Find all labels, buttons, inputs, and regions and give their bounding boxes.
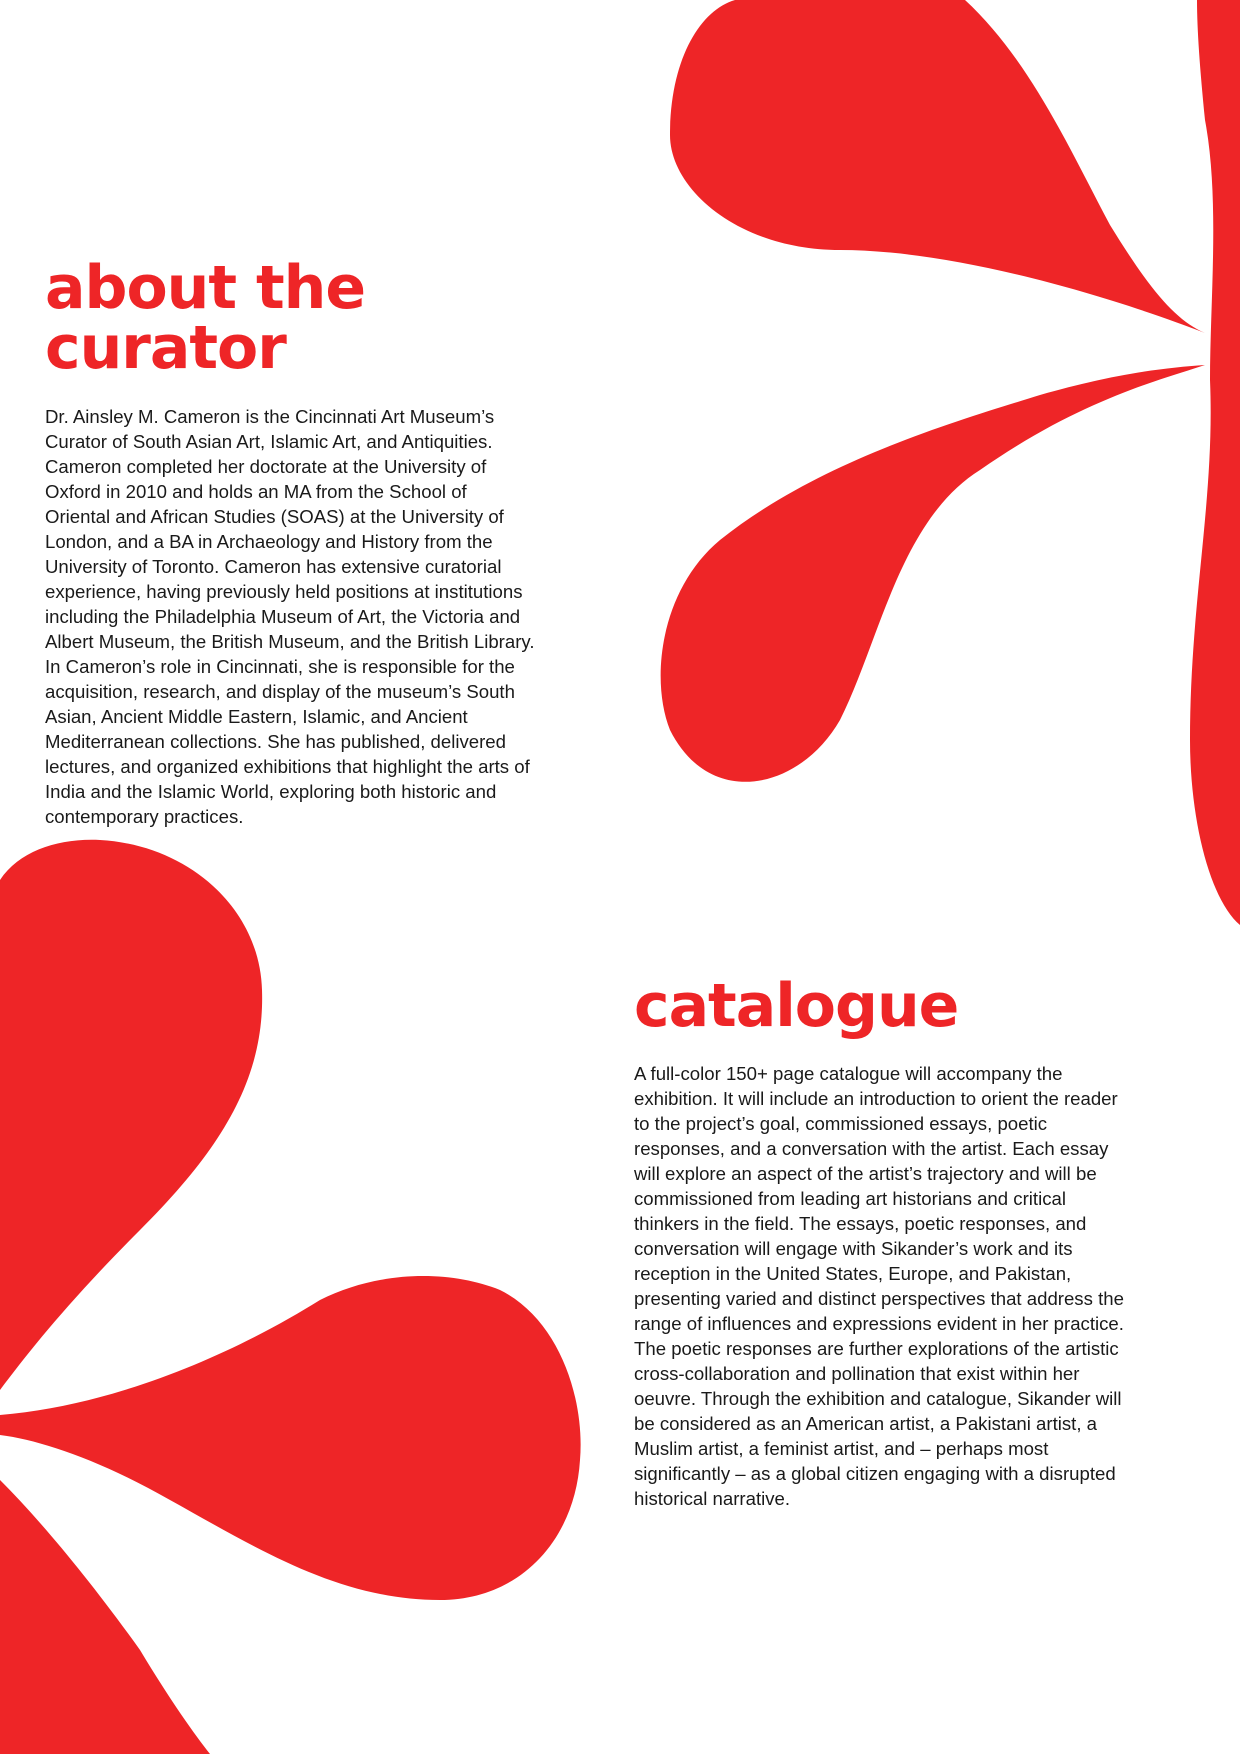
- petal-top-right-lower: [661, 365, 1205, 782]
- catalogue-heading: catalogue: [634, 971, 959, 1041]
- petal-top-right-stem: [1190, 0, 1240, 925]
- about-curator-section: [45, 253, 545, 829]
- catalogue-section: [634, 971, 1134, 1511]
- petal-bottom-left-lower: [0, 1480, 210, 1754]
- petal-bottom-left-right: [0, 1276, 581, 1600]
- about-curator-body: Dr. Ainsley M. Cameron is the Cincinnati Art Museum’s Curator of South Asian Art, Islamic Art, and Antiquities. Cameron completed her doctorate at the University of Oxford in 2010 and holds an MA from the School of Oriental and African Studies (SOAS) at the University of London, and a BA in Archaeology and History from the University of Toronto. Cameron has extensive curatorial experience, having previously held positions at institutions including the Philadelphia Museum of Art, the Victoria and Albert Museum, the British Museum, and the British Library. In Cameron’s role in Cincinnati, she is responsible for the acquisition, research, and display of the museum’s South Asian, Ancient Middle Eastern, Islamic, and Ancient Mediterranean collections. She has published, delivered lectures, and organized exhibitions that highlight the arts of India and the Islamic World, exploring both historic and contemporary practices.: [45, 406, 535, 827]
- catalogue-body: A full-color 150+ page catalogue will accompany the exhibition. It will include an introduction to orient the reader to the project’s goal, commissioned essays, poetic responses, and a conversation with the artist. Each essay will explore an aspect of the artist’s trajectory and will be commissioned from leading art historians and critical thinkers in the field. The essays, poetic responses, and conversation will engage with Sikander’s work and its reception in the United States, Europe, and Pakistan, presenting varied and distinct perspectives that address the range of influences and expressions evident in her practice. The poetic responses are further explorations of the artistic cross-collaboration and pollination that exist within her oeuvre. Through the exhibition and catalogue, Sikander will be considered as an American artist, a Pakistani artist, a Muslim artist, a feminist artist, and – perhaps most significantly – as a global citizen engaging with a disrupted historical narrative.: [634, 1063, 1124, 1509]
- petal-top-right-upper: [670, 0, 1205, 333]
- about-curator-heading: about the curator: [45, 253, 366, 383]
- petal-bottom-left-upper: [0, 840, 262, 1390]
